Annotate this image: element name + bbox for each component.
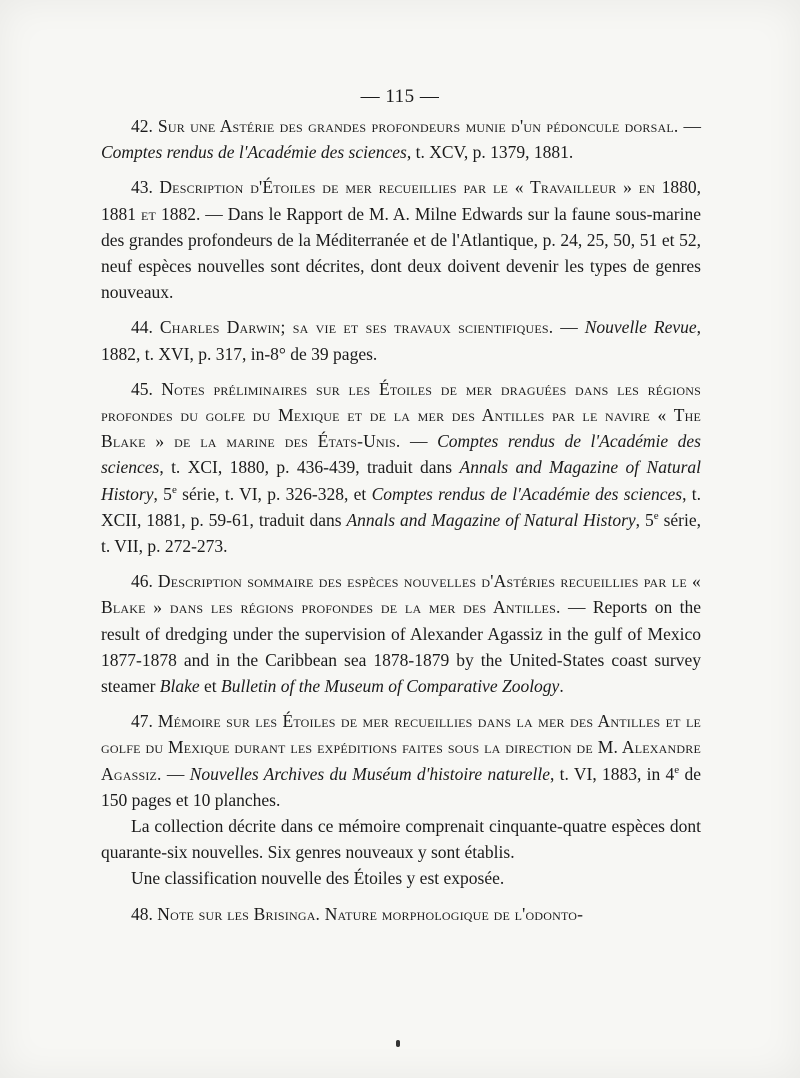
dash: — (161, 763, 190, 784)
entry-title: Charles Darwin; sa vie et ses travaux scientifiques. (159, 317, 554, 338)
entry-citation: , t. XCII, 1881, p. 59-61, traduit dans (101, 483, 701, 530)
entry-47-paragraph-3: Une classification nouvelle des Étoiles y est exposée. (131, 868, 505, 889)
entry-source: Nouvelles Archives du Muséum d'histoire naturelle (189, 763, 551, 784)
entry-number: 43. (131, 177, 160, 198)
entry-citation: , t. XCI, 1880, p. 436-439, traduit dans (159, 457, 460, 478)
dash: — (678, 116, 702, 136)
entry-46-text (101, 568, 701, 699)
entry-citation: — Reports on the result of dredging under the supervision of Alexander Agassiz in the gulf of Mexico 1877-1878 and in the Caribbean sea 1878-1879 by the United-States coast survey steamer (101, 597, 701, 697)
dash: — (553, 317, 585, 338)
entry-citation: 1882. — Dans le Rapport de M. A. Milne Edwards sur la faune sous-marine des grandes profondeurs de la Méditerranée et de l'Atlantique, p. 24, 25, 50, 51 et 52, neuf espèces nouvelles sont décrites, dont deux doivent devenir les types de genres nouveaux. (101, 203, 701, 303)
entry-source: Comptes rendus de l'Académie des sciences (101, 142, 407, 163)
entry-45-text (101, 376, 701, 559)
superscript: e (674, 763, 680, 776)
entry-46 (101, 568, 701, 699)
entry-number: 42. (131, 116, 158, 136)
entry-source: Annals and Magazine of Natural History (346, 509, 636, 530)
entry-number: 47. (131, 711, 158, 732)
page-number: — 115 — (360, 86, 440, 107)
entry-title: Description d'Étoiles de mer recueillies par le « Travailleur » en (159, 177, 656, 198)
entry-citation: série, t. VI, p. 326-328, et (176, 483, 372, 504)
entry-title: Notes préliminaires sur les Étoiles de mer draguées dans les régions profondes du golfe du Mexique et de la mer des Antilles par le navire « The Blake » de la marine des États-Unis. (101, 378, 702, 452)
entry-source: Comptes rendus de l'Académie des sciences (371, 483, 683, 504)
entry-number: 46. (131, 571, 158, 592)
entry-44-text (101, 314, 701, 366)
superscript: e (653, 510, 659, 523)
entry-44 (101, 314, 701, 366)
entry-source: Nouvelle Revue (584, 317, 697, 338)
entry-42 (101, 113, 701, 165)
bibliography-list (101, 113, 701, 936)
entry-conjunction: et (199, 676, 222, 697)
entry-42-text (101, 113, 701, 165)
period: . (559, 676, 564, 697)
entry-source: Annals and Magazine of Natural History (101, 457, 701, 504)
entry-number: 48. (131, 903, 158, 924)
entry-48 (101, 901, 701, 927)
entry-48-text (101, 901, 701, 927)
entry-conjunction: et (140, 203, 157, 224)
entry-number: 44. (131, 317, 160, 338)
entry-citation: , 5 (635, 509, 654, 530)
entry-source: Comptes rendus de l'Académie des sciences (101, 431, 701, 478)
dash: — (400, 431, 438, 452)
entry-citation: , t. XCV, p. 1379, 1881. (406, 142, 574, 163)
entry-ship-name: Blake (159, 676, 200, 697)
entry-title: Description sommaire des espèces nouvelles d'Astéries recueillies par le « Blake » dans les régions profondes de la mer des Antilles. (101, 571, 701, 618)
ink-mark (396, 1040, 400, 1047)
entry-title: Mémoire sur les Étoiles de mer recueillies dans la mer des Antilles et le golfe du Mexique durant les expéditions faites sous la direction de M. Alexandre Agassiz. (101, 711, 702, 784)
entry-47-paragraph-2: La collection décrite dans ce mémoire comprenait cinquante-quatre espèces dont quarante-six nouvelles. Six genres nouveaux y sont établis. (101, 816, 701, 863)
entry-source: Bulletin of the Museum of Comparative Zoology (221, 676, 560, 697)
entry-citation: , t. VI, 1883, in 4 (550, 763, 675, 784)
superscript: e (171, 483, 177, 496)
entry-citation: série, t. VII, p. 272-273. (101, 509, 701, 557)
entry-43 (101, 174, 701, 305)
entry-citation: de 150 pages et 10 planches. (101, 763, 701, 810)
entry-citation: , 5 (153, 483, 172, 504)
entry-title: Sur une Astérie des grandes profondeurs munie d'un pédoncule dorsal. (157, 116, 679, 136)
entry-years: 1880, 1881 (101, 177, 701, 224)
entry-number: 45. (131, 378, 162, 399)
entry-47-text (101, 708, 701, 813)
entry-43-text (101, 174, 701, 305)
entry-citation: , 1882, t. XVI, p. 317, in-8° de 39 pages. (101, 317, 701, 364)
entry-title: Note sur les Brisinga. Nature morphologique de l'odonto- (157, 903, 584, 924)
entry-47 (101, 708, 701, 891)
entry-45 (101, 376, 701, 559)
